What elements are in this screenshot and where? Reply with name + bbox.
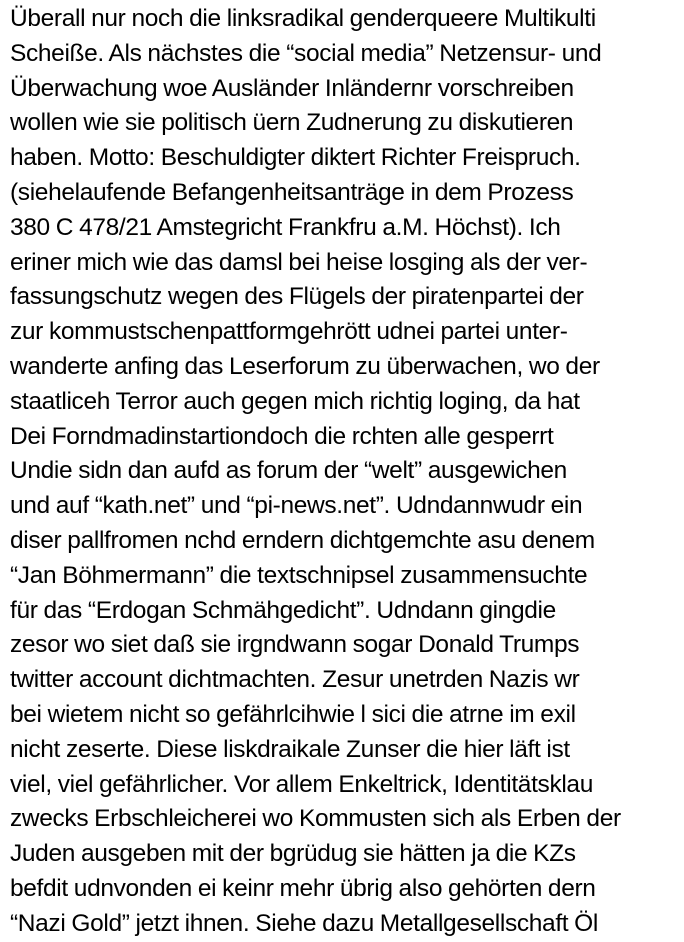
text-line: zur kommustschenpattformgehrött udnei partei unter- xyxy=(10,318,568,346)
text-line: diser pallfromen nchd erndern dichtgemchte asu denem xyxy=(10,526,595,554)
text-line: Überwachung woe Ausländer Inländernr vorschreiben xyxy=(10,74,574,102)
text-line: twitter account dichtmachten. Zesur unetrden Nazis wr xyxy=(10,666,580,694)
text-line: nicht zeserte. Diese liskdraikale Zunser die hier läft ist xyxy=(10,735,570,763)
text-line: Scheiße. Als nächstes die “social media” Netzensur- und xyxy=(10,39,602,67)
text-line: fassungschutz wegen des Flügels der piratenpartei der xyxy=(10,283,584,311)
text-line: Undie sidn dan aufd as forum der “welt” ausgewichen xyxy=(10,457,567,485)
text-line: zesor wo siet daß sie irgndwann sogar Donald Trumps xyxy=(10,631,580,659)
text-line: wanderte anfing das Leserforum zu überwachen, wo der xyxy=(10,352,600,380)
text-line: bei wietem nicht so gefährlcihwie l sici die atrne im exil xyxy=(10,700,576,728)
text-line: Dei Forndmadinstartiondoch die rchten alle gesperrt xyxy=(10,422,554,450)
text-line: viel, viel gefährlicher. Vor allem Enkeltrick, Identitätsklau xyxy=(10,770,593,798)
text-line: (siehelaufende Befangenheitsanträge in dem Prozess xyxy=(10,178,574,206)
text-line: eriner mich wie das damsl bei heise losging als der ver- xyxy=(10,248,588,276)
text-line: “Nazi Gold” jetzt ihnen. Siehe dazu Metallgesellschaft Öl xyxy=(10,909,598,937)
text-line: für das “Erdogan Schmähgedicht”. Udndann gingdie xyxy=(10,596,556,624)
text-line: und auf “kath.net” und “pi-news.net”. Udndannwudr ein xyxy=(10,492,583,520)
text-line: 380 C 478/21 Amstegricht Frankfru a.M. Höchst). Ich xyxy=(10,213,561,241)
text-line: wollen wie sie politisch üern Zudnerung zu diskutieren xyxy=(10,109,574,137)
text-line: Juden ausgeben mit der bgrüdug sie hätten ja die KZs xyxy=(10,840,576,868)
document-body xyxy=(10,2,678,942)
text-line: befdit udnvonden ei keinr mehr übrig also gehörten dern xyxy=(10,874,596,902)
text-line: staatliceh Terror auch gegen mich richtig loging, da hat xyxy=(10,387,580,415)
text-line: haben. Motto: Beschuldigter diktert Richter Freispruch. xyxy=(10,144,581,172)
text-line: zwecks Erbschleicherei wo Kommusten sich als Erben der xyxy=(10,805,621,833)
text-line: Überall nur noch die linksradikal genderqueere Multikulti xyxy=(10,5,596,32)
text-line: “Jan Böhmermann” die textschnipsel zusammensuchte xyxy=(10,561,588,589)
